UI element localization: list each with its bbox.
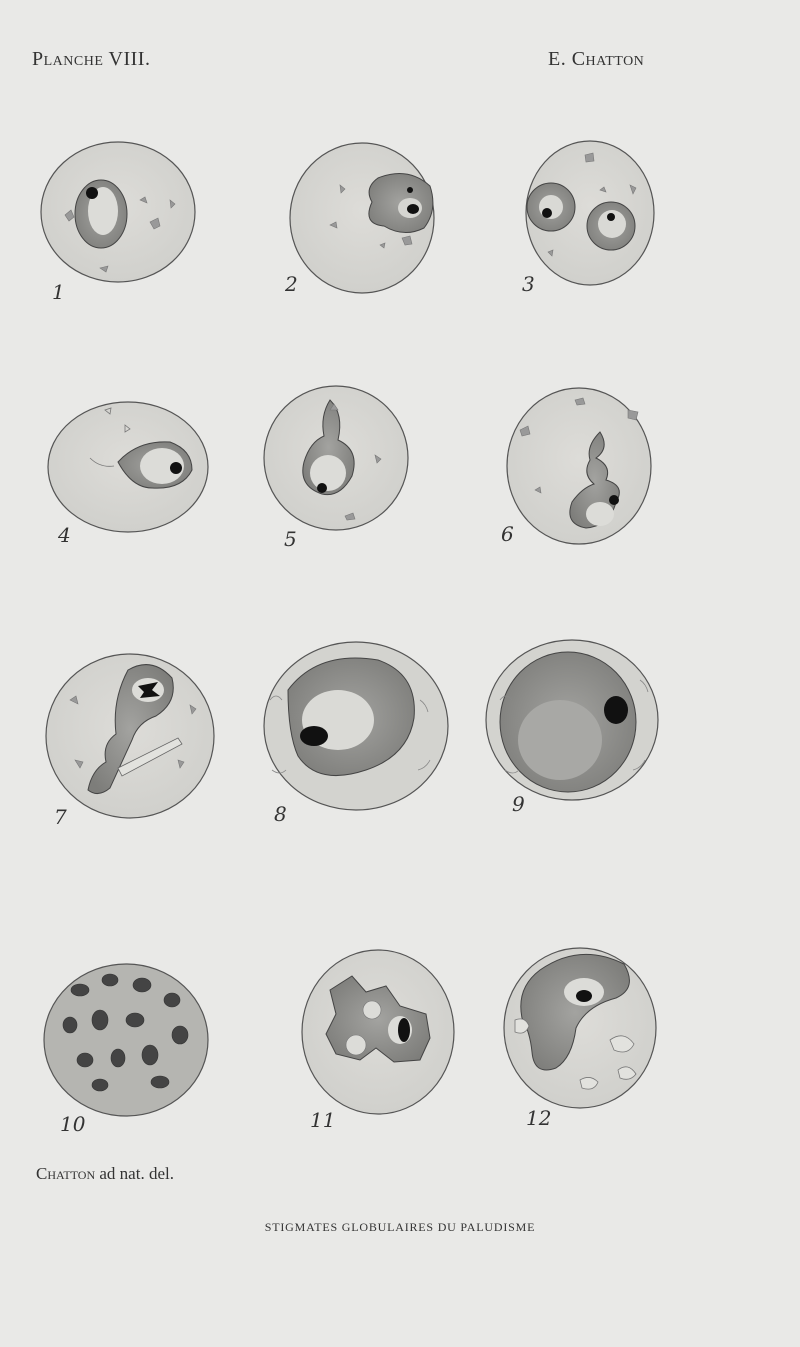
figure-12 [504,948,656,1108]
figure-number-10: 10 [60,1112,86,1136]
figure-5 [264,386,408,530]
figure-number-9: 9 [512,792,525,816]
plate-caption: STIGMATES GLOBULAIRES DU PALUDISME [264,1220,536,1234]
figure-9 [486,640,658,800]
figure-number-7: 7 [54,805,67,829]
figure-number-11: 11 [310,1108,336,1132]
figure-7 [46,654,214,818]
figure-number-3: 3 [522,272,535,296]
figure-10 [44,964,208,1116]
credit-name: Chatton [36,1164,96,1183]
figure-3 [526,141,654,285]
illustrator-credit [36,1164,174,1184]
figure-8 [264,642,448,810]
credit-rest: ad nat. del. [95,1164,174,1183]
figure-2 [290,143,434,293]
figure-number-2: 2 [285,272,298,296]
figure-number-12: 12 [526,1106,552,1130]
figure-number-4: 4 [58,523,71,547]
figure-number-1: 1 [52,280,65,304]
plate-number: Planche VIII. [32,48,151,70]
figure-4 [48,402,208,532]
figure-6 [507,388,651,544]
figure-number-5: 5 [284,527,297,551]
author-name: E. Chatton [548,48,645,70]
figure-number-8: 8 [274,802,287,826]
figure-number-6: 6 [501,522,514,546]
figure-1 [41,142,195,282]
figure-11 [302,950,454,1114]
